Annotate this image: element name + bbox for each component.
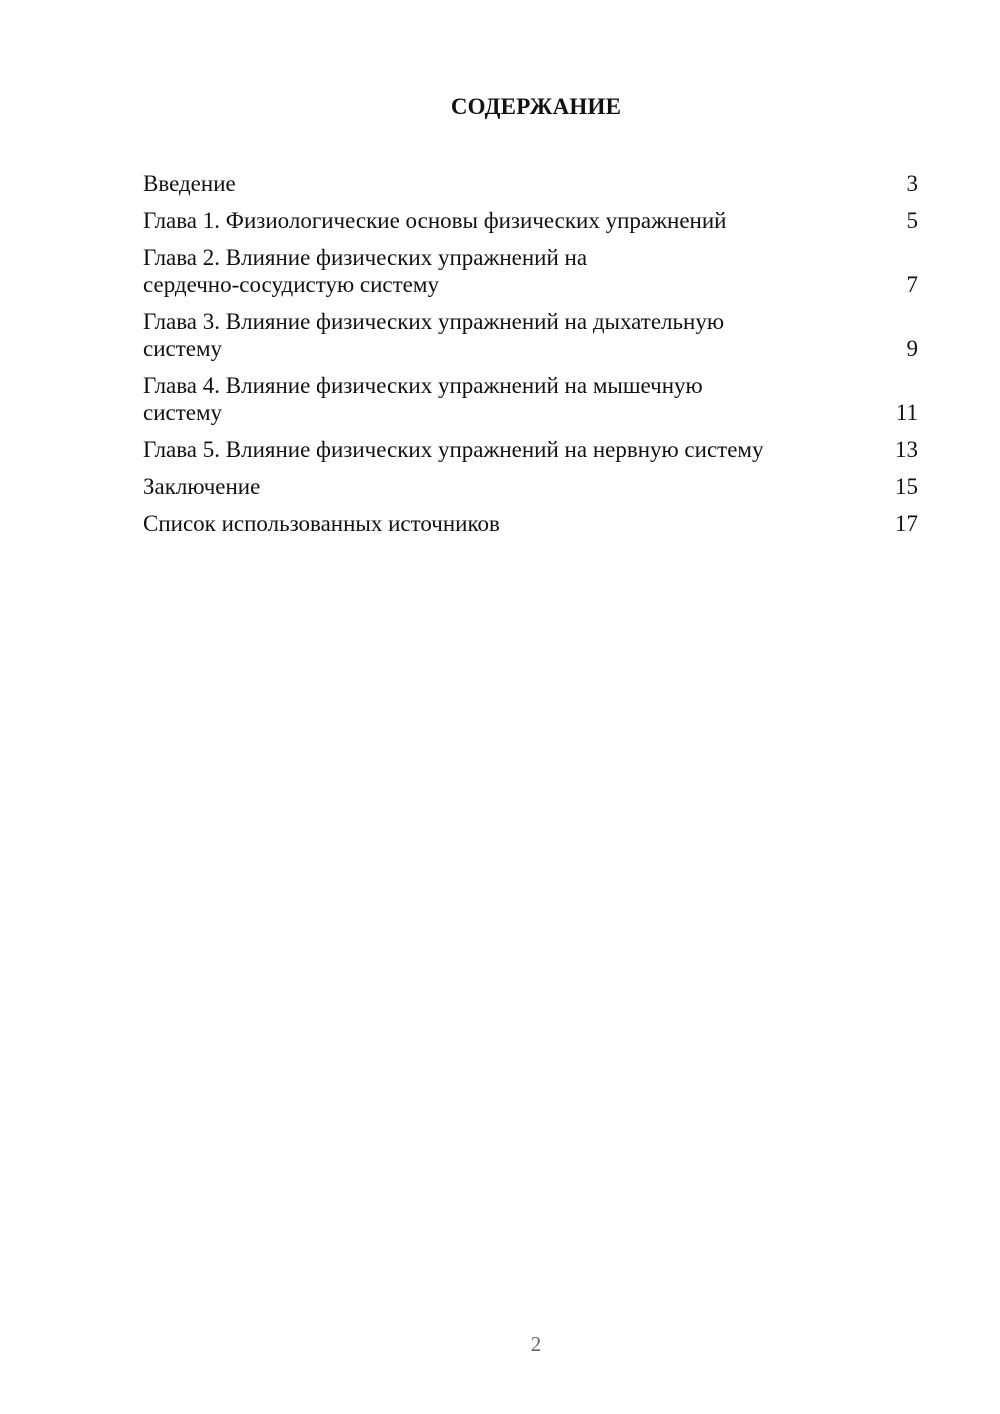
- toc-entry-chapter-2: [143, 244, 918, 298]
- toc-entry-page: 11: [895, 400, 918, 425]
- toc-entry-introduction: [143, 170, 918, 197]
- toc-entry-chapter-3: [143, 308, 918, 362]
- toc-entry-page: 9: [906, 336, 918, 361]
- toc-entry-page: 13: [895, 437, 918, 462]
- page-number: 2: [530, 1332, 542, 1356]
- toc-entry-text: Глава 4. Влияние физических упражнений на мышечную систему: [143, 373, 703, 425]
- toc-entry-references: [143, 510, 918, 537]
- toc-entry-text: Глава 1. Физиологические основы физических упражнений: [143, 208, 727, 233]
- toc-entry-page: 5: [906, 208, 918, 233]
- toc-entry-chapter-5: [143, 436, 918, 463]
- table-of-contents: [143, 170, 918, 547]
- toc-entry-text: Введение: [143, 171, 236, 196]
- toc-heading-text: СОДЕРЖАНИЕ: [450, 94, 622, 119]
- toc-entry-chapter-1: [143, 207, 918, 234]
- toc-entry-chapter-4: [143, 372, 918, 426]
- toc-entry-text: Глава 5. Влияние физических упражнений на нервную систему: [143, 437, 764, 462]
- toc-entry-page: 17: [895, 511, 918, 536]
- toc-entry-page: 3: [906, 171, 918, 196]
- toc-entry-page: 7: [906, 272, 918, 297]
- toc-entry-text: Заключение: [143, 474, 261, 499]
- toc-entry-page: 15: [895, 474, 918, 499]
- toc-heading: [0, 94, 1000, 120]
- toc-entry-text: Список использованных источников: [143, 511, 500, 536]
- toc-entry-conclusion: [143, 473, 918, 500]
- toc-entry-text: Глава 2. Влияние физических упражнений на сердечно-сосудистую систему: [143, 245, 588, 297]
- toc-entry-text: Глава 3. Влияние физических упражнений на дыхательную систему: [143, 309, 724, 361]
